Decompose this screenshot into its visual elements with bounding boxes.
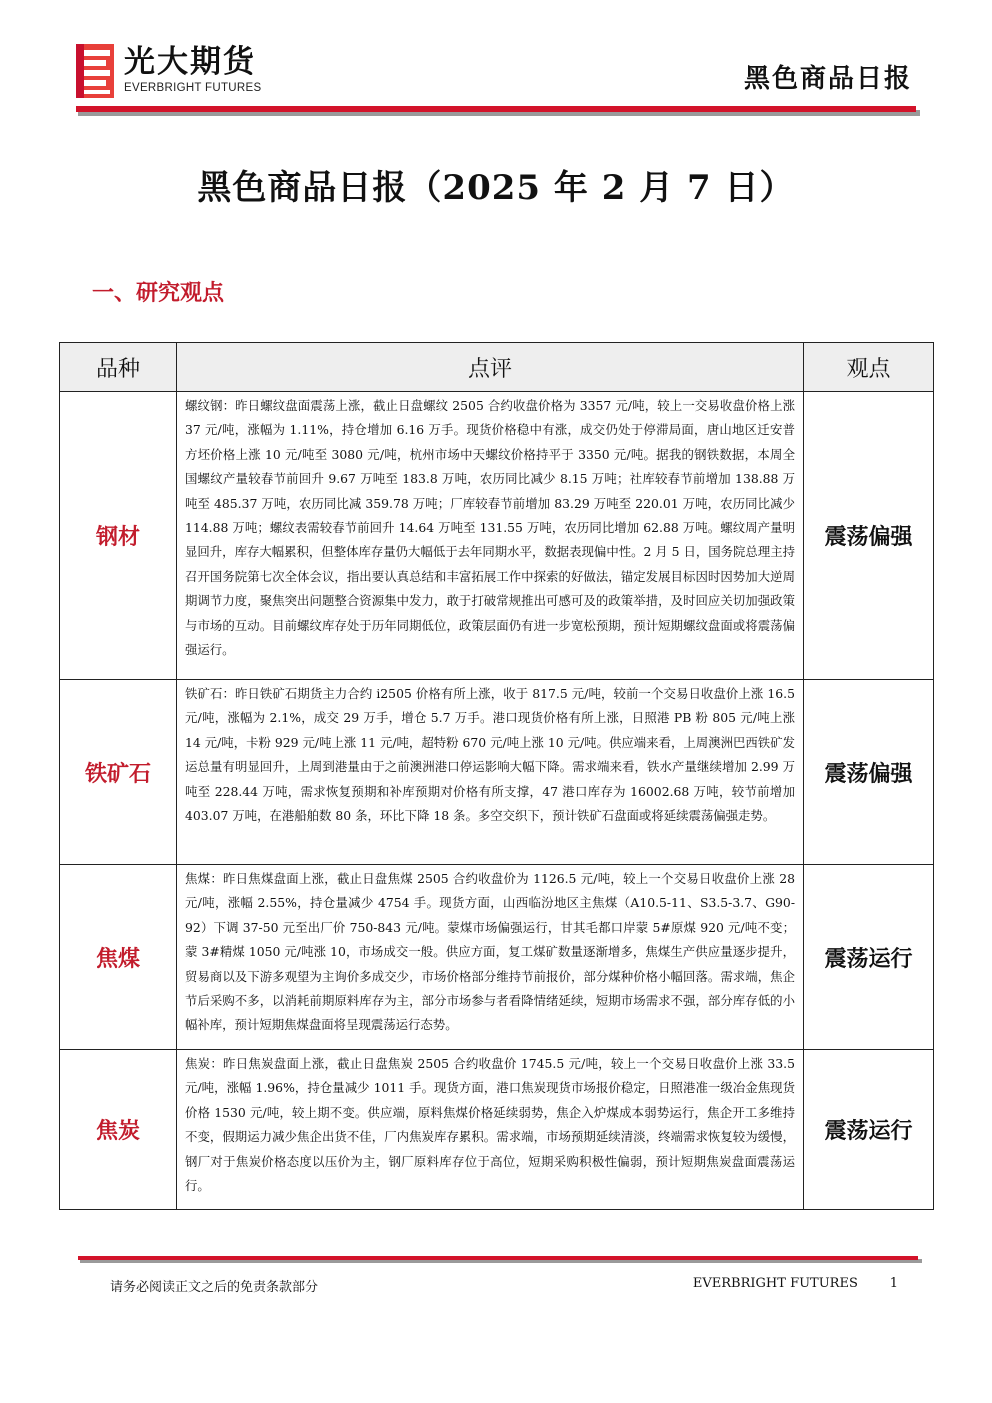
company-logo [76,44,286,100]
table-row [60,680,934,865]
research-views-table [59,342,934,1210]
header-view: 观点 [804,343,934,392]
comment-cell: 螺纹钢：昨日螺纹盘面震荡上涨，截止日盘螺纹 2505 合约收盘价格为 3357 元/吨，较上一交易收盘价格上涨 37 元/吨，涨幅为 1.11%，持仓增加 6.16 万手。现货价格稳中有涨，成交仍处于停滞局面，唐山地区迁安普方坯价格上涨 10 元/吨至 3080 元/吨，杭州市场中天螺纹价格持平于 3350 元/吨。据我的钢铁数据，本周全国螺纹产量较春节前回升 9.67 万吨至 183.8 万吨，农历同比减少 8.15 万吨；社库较春节前增加 138.88 万吨至 485.37 万吨，农历同比减 359.78 万吨；厂库较春节前增加 83.29 万吨至 220.01 万吨，农历同比减少 114.88 万吨；螺纹表需较春节前回升 14.64 万吨至 131.55 万吨，农历同比增加 62.88 万吨。螺纹周产量明显回升，库存大幅累积，但整体库存量仍大幅低于去年同期水平，数据表现偏中性。2 月 5 日，国务院总理主持召开国务院第七次全体会议，指出要认真总结和丰富拓展工作中探索的好做法，锚定发展目标因时因势加大逆周期调节力度，聚焦突出问题整合资源集中发力，敢于打破常规推出可感可及的政策举措，及时回应关切加强政策与市场的互动。目前螺纹库存处于历年同期低位，政策层面仍有进一步宽松预期，预计短期螺纹盘面或将震荡偏强运行。 [177,392,804,680]
footer-disclaimer: 请务必阅读正文之后的免责条款部分 [110,1280,319,1295]
variety-cell: 焦炭 [60,1050,177,1210]
document-title: 黑色商品日报（2025 年 2 月 7 日） [197,168,795,208]
everbright-logo-icon [76,44,114,98]
header-variety: 品种 [60,343,177,392]
view-cell: 震荡运行 [804,865,934,1050]
header-comment: 点评 [177,343,804,392]
footer-brand-text: EVERBRIGHT FUTURES [692,1276,858,1291]
header-rule [76,106,916,112]
variety-cell: 焦煤 [60,865,177,1050]
variety-cell: 钢材 [60,392,177,680]
table-row [60,1050,934,1210]
table-header-row [60,343,934,392]
table-row [60,392,934,680]
table-row [60,865,934,1050]
comment-cell: 焦煤：昨日焦煤盘面上涨，截止日盘焦煤 2505 合约收盘价为 1126.5 元/吨，较上一个交易日收盘价上涨 28 元/吨，涨幅 2.55%，持仓量减少 4754 手。现货方面，山西临汾地区主焦煤（A10.5-11、S3.5-3.7、G90-92）下调 37-50 元至出厂价 750-843 元/吨。蒙煤市场偏强运行，甘其毛都口岸蒙 5#原煤 920 元/吨不变；蒙 3#精煤 1050 元/吨涨 10，市场成交一般。供应方面，复工煤矿数量逐渐增多，焦煤生产供应量逐步提升，贸易商以及下游多观望为主询价多成交少，市场价格部分维持节前报价，部分煤种价格小幅回落。需求端，焦企节后采购不多，以消耗前期原料库存为主，部分市场参与者看降情绪延续，短期市场需求不强，部分库存低的小幅补库，预计短期焦煤盘面将呈现震荡运行态势。 [177,865,804,1050]
logo-english-name: EVERBRIGHT FUTURES [124,82,262,94]
section-heading: 一、研究观点 [92,280,225,306]
footer-brand [692,1276,898,1291]
logo-chinese-name: 光大期货 [124,44,256,80]
view-cell: 震荡偏强 [804,680,934,865]
view-cell: 震荡运行 [804,1050,934,1210]
footer-rule [78,1256,918,1260]
view-cell: 震荡偏强 [804,392,934,680]
header-report-name: 黑色商品日报 [743,64,912,94]
variety-cell: 铁矿石 [60,680,177,865]
page-number: 1 [889,1276,898,1291]
comment-cell: 铁矿石：昨日铁矿石期货主力合约 i2505 价格有所上涨，收于 817.5 元/吨，较前一个交易日收盘价上涨 16.5 元/吨，涨幅为 2.1%，成交 29 万手，增仓 5.7 万手。港口现货价格有所上涨，日照港 PB 粉 805 元/吨上涨 14 元/吨，卡粉 929 元/吨上涨 11 元/吨，超特粉 670 元/吨上涨 10 元/吨。供应端来看，上周澳洲巴西铁矿发运总量有明显回升，上周到港量由于之前澳洲港口停运影响大幅下降。需求端来看，铁水产量继续增加 2.99 万吨至 228.44 万吨，需求恢复预期和补库预期对价格有所支撑，47 港口库存为 16002.68 万吨，较节前增加 403.07 万吨，在港船舶数 80 条，环比下降 18 条。多空交织下，预计铁矿石盘面或将延续震荡偏强走势。 [177,680,804,865]
comment-cell: 焦炭：昨日焦炭盘面上涨，截止日盘焦炭 2505 合约收盘价 1745.5 元/吨，较上一个交易日收盘价上涨 33.5 元/吨，涨幅 1.96%，持仓量减少 1011 手。现货方面，港口焦炭现货市场报价稳定，日照港准一级冶金焦现货价格 1530 元/吨，较上期不变。供应端，原料焦煤价格延续弱势，焦企入炉煤成本弱势运行，焦企开工多维持不变，假期运力减少焦企出货不佳，厂内焦炭库存累积。需求端，市场预期延续清淡，终端需求恢复较为缓慢，钢厂对于焦炭价格态度以压价为主，钢厂原料库存位于高位，短期采购积极性偏弱，预计短期焦炭盘面震荡运行。 [177,1050,804,1210]
